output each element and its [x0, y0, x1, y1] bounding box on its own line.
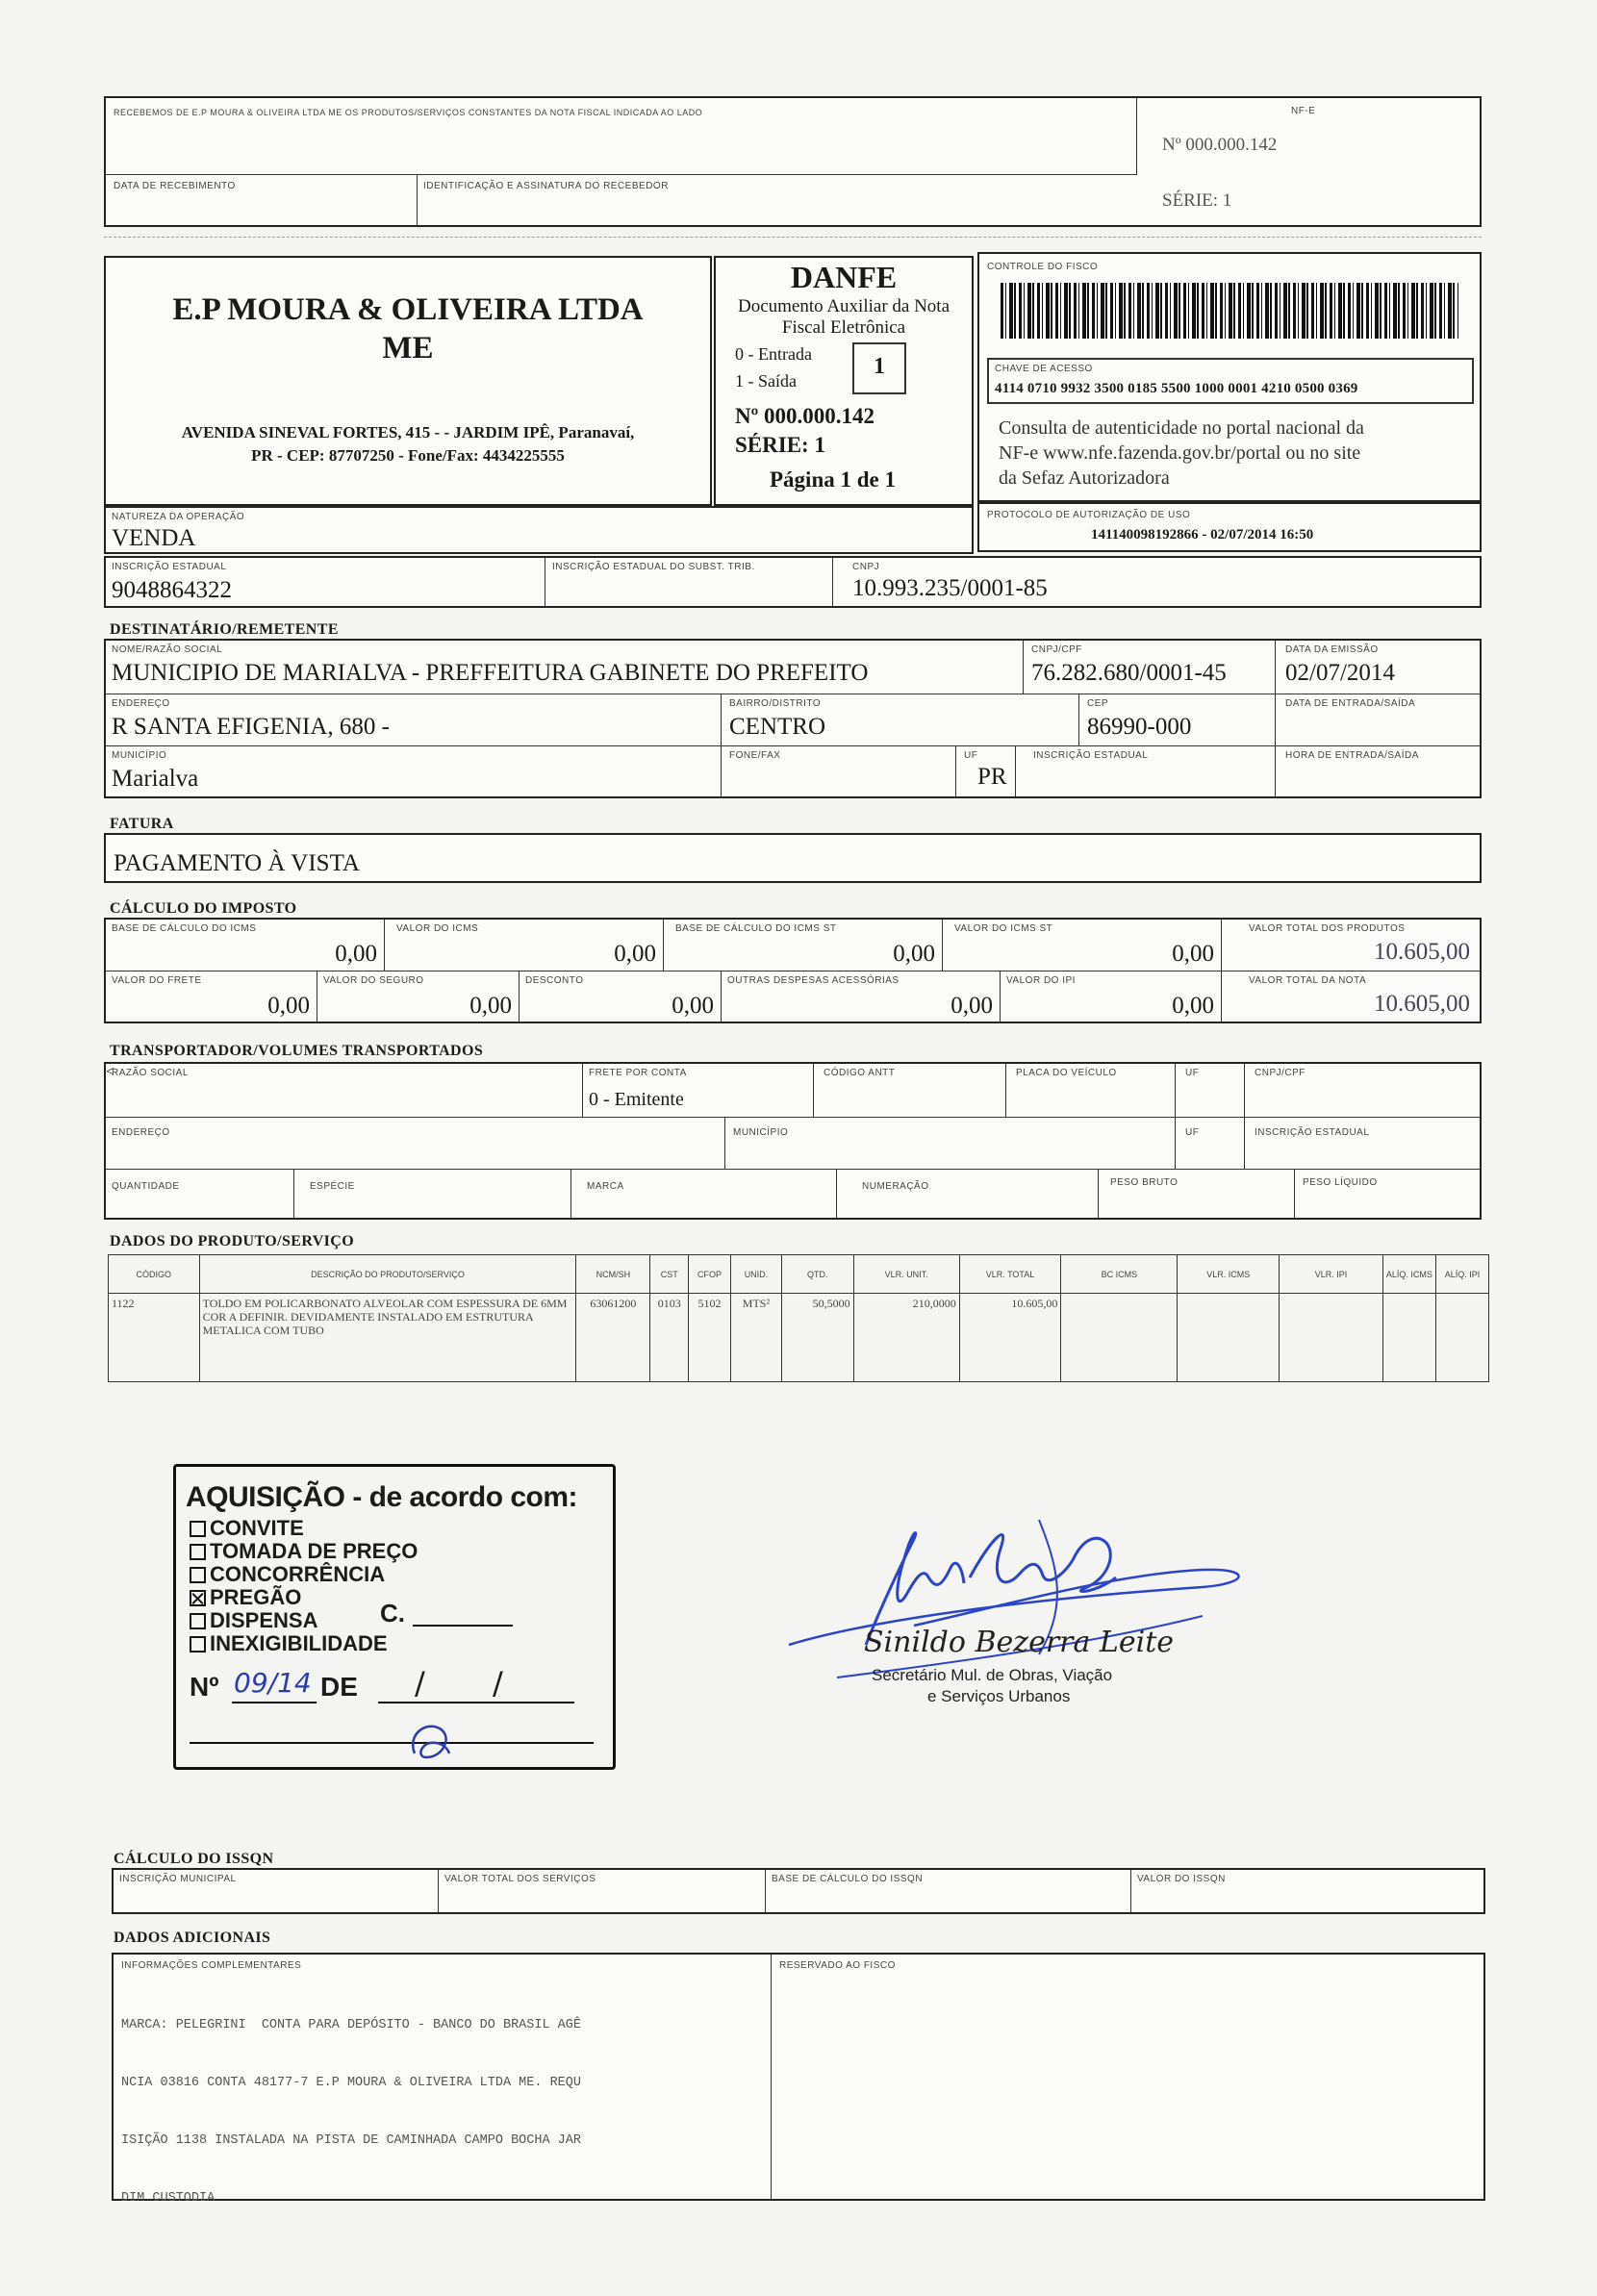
issuer-block	[104, 256, 712, 506]
payment-terms: PAGAMENTO À VISTA	[114, 850, 360, 876]
recipient-section-title: DESTINATÁRIO/REMETENTE	[110, 621, 339, 638]
signatory-name: Sinildo Bezerra Leite	[864, 1626, 1175, 1659]
cut-line	[104, 237, 1482, 238]
emission-date: 02/07/2014	[1285, 660, 1395, 686]
stamp-option-label: INEXIGIBILIDADE	[210, 1631, 388, 1655]
stamp-initials	[397, 1715, 465, 1767]
signatory-title-line1: Secretário Mul. de Obras, Viação	[872, 1666, 1113, 1684]
barcode	[1001, 283, 1458, 339]
danfe-subtitle2: Fiscal Eletrônica	[781, 317, 906, 338]
fiscal-control-block	[977, 252, 1482, 502]
receipt-series: SÉRIE: 1	[1162, 190, 1232, 211]
stamp-title: AQUISIÇÃO - de acordo com:	[186, 1481, 578, 1513]
stamp-number-prefix: Nº	[190, 1672, 219, 1702]
stamp-option	[190, 1563, 418, 1586]
danfe-page: Página 1 de 1	[770, 467, 896, 492]
checked-box-icon	[190, 1590, 206, 1606]
products-section-title: DADOS DO PRODUTO/SERVIÇO	[110, 1233, 355, 1249]
issuer-ids-row: INSCRIÇÃO ESTADUAL 9048864322 INSCRIÇÃO ESTADUAL DO SUBST. TRIB. CNPJ 10.993.235/0001-85	[104, 556, 1482, 608]
consult-line2: NF-e www.nfe.fazenda.gov.br/portal ou no site	[999, 442, 1361, 464]
receipt-number: Nº 000.000.142	[1162, 135, 1278, 155]
recipient-address: R SANTA EFIGENIA, 680 -	[112, 714, 390, 740]
issuer-address-line1: AVENIDA SINEVAL FORTES, 415 - - JARDIM IPÊ, Paranavaí,	[181, 423, 635, 442]
transport-block: RAZÃO SOCIAL FRETE POR CONTA 0 - Emitente CÓDIGO ANTT PLACA DO VEÍCULO UF CNPJ/CPF < ENDEREÇO MUNICÍPIO UF INSCRIÇÃO ESTADUAL QUANTIDADE ESPÉCIE MARCA NUMERAÇÃO PESO BRUTO PESO LÍQUIDO	[104, 1062, 1482, 1220]
stamp-option-label: PREGÃO	[210, 1585, 302, 1609]
freight-value: 0,00	[267, 993, 310, 1019]
control-label: CONTROLE DO FISCO	[987, 262, 1099, 272]
stamp-option-label: DISPENSA	[210, 1608, 318, 1632]
stamp-option	[190, 1540, 418, 1563]
issqn-section-title: CÁLCULO DO ISSQN	[114, 1851, 274, 1867]
stamp-option	[190, 1517, 418, 1540]
products-header-row: CÓDIGO DESCRIÇÃO DO PRODUTO/SERVIÇO NCM/SH CST CFOP UNID. QTD. VLR. UNIT. VLR. TOTAL BC ICMS VLR. ICMS VLR. IPI ALÍQ. ICMS ALÍQ. IPI	[109, 1255, 1489, 1294]
invoice-total: 10.605,00	[1374, 991, 1470, 1017]
danfe-series: SÉRIE: 1	[735, 433, 825, 457]
protocol-field: PROTOCOLO DE AUTORIZAÇÃO DE USO 141140098192866 - 02/07/2014 16:50	[977, 502, 1482, 552]
receipt-nfe-label: NF-E	[1291, 106, 1316, 116]
issuer-address-line2: PR - CEP: 87707250 - Fone/Fax: 4434225555	[251, 446, 565, 465]
products-table	[108, 1254, 1489, 1382]
acquisition-stamp	[173, 1464, 616, 1770]
danfe-title: DANFE	[790, 260, 898, 294]
stamp-de-label: DE	[320, 1672, 358, 1702]
table-row: 1122 TOLDO EM POLICARBONATO ALVEOLAR COM ESPESSURA DE 6MM COR A DEFINIR. DEVIDAMENTE INSTALADO EM ESTRUTURA METALICA COM TUBO 63061200 0103 5102 MTS² 50,5000 210,0000 10.605,00	[109, 1294, 1489, 1382]
issuer-ie: 9048864322	[112, 577, 232, 603]
checkbox-icon	[190, 1521, 206, 1537]
issuer-cnpj: 10.993.235/0001-85	[852, 575, 1048, 601]
danfe-subtitle1: Documento Auxiliar da Nota	[737, 296, 951, 316]
stamp-option	[190, 1632, 418, 1655]
issuer-name-line2: ME	[382, 331, 434, 366]
danfe-entrada: 0 - Entrada	[735, 344, 812, 364]
receipt-stub	[104, 96, 1482, 227]
insurance-value: 0,00	[469, 993, 512, 1019]
products-total: 10.605,00	[1374, 939, 1470, 965]
ipi-value: 0,00	[1172, 993, 1214, 1019]
checkbox-icon	[190, 1567, 206, 1583]
additional-block: INFORMAÇÕES COMPLEMENTARES MARCA: PELEGRINI CONTA PARA DEPÓSITO - BANCO DO BRASIL AGÊ NCIA 03816 CONTA 48177-7 E.P MOURA & OLIVEIRA LTDA ME. REQU ISIÇÃO 1138 INSTALADA NA PISTA DE CAMINHADA CAMPO BOCHA JAR DIM CUSTODIA RESERVADO AO FISCO	[112, 1953, 1485, 2201]
discount-value: 0,00	[672, 993, 714, 1019]
nature-value: VENDA	[112, 525, 196, 551]
recipient-district: CENTRO	[729, 714, 825, 740]
signatory-title-line2: e Serviços Urbanos	[927, 1687, 1071, 1705]
consult-line3: da Sefaz Autorizadora	[999, 467, 1170, 489]
checkbox-icon	[190, 1544, 206, 1560]
receipt-signature-label: IDENTIFICAÇÃO E ASSINATURA DO RECEBEDOR	[423, 181, 669, 191]
checkbox-icon	[190, 1613, 206, 1629]
consult-line1: Consulta de autenticidade no portal nacional da	[999, 417, 1364, 439]
nature-field: NATUREZA DA OPERAÇÃO VENDA	[104, 506, 974, 554]
stamp-option-label: CONCORRÊNCIA	[210, 1562, 386, 1586]
stamp-date-slashes: / /	[415, 1665, 532, 1702]
invoice-field	[104, 833, 1482, 883]
transport-section-title: TRANSPORTADOR/VOLUMES TRANSPORTADOS	[110, 1043, 484, 1059]
stamp-c-label: C.	[380, 1599, 405, 1627]
access-key: 4114 0710 9932 3500 0185 5500 1000 0001 4210 0500 0369	[995, 381, 1358, 396]
danfe-block	[714, 256, 974, 506]
danfe-type-value: 1	[874, 354, 885, 379]
receipt-declaration: RECEBEMOS DE E.P MOURA & OLIVEIRA LTDA ME OS PRODUTOS/SERVIÇOS CONSTANTES DA NOTA FISCAL INDICADA AO LADO	[114, 108, 703, 117]
signature-block	[750, 1501, 1270, 1731]
freight-mode: 0 - Emitente	[589, 1089, 684, 1110]
stamp-option-label: CONVITE	[210, 1516, 304, 1540]
recipient-name: MUNICIPIO DE MARIALVA - PREFFEITURA GABINETE DO PREFEITO	[112, 660, 869, 686]
additional-info: MARCA: PELEGRINI CONTA PARA DEPÓSITO - BANCO DO BRASIL AGÊ NCIA 03816 CONTA 48177-7 E.P MOURA & OLIVEIRA LTDA ME. REQU ISIÇÃO 1138 INSTALADA NA PISTA DE CAMINHADA CAMPO BOCHA JAR DIM CUSTODIA	[121, 2018, 581, 2206]
invoice-section-title: FATURA	[110, 816, 174, 832]
stamp-option-label: TOMADA DE PREÇO	[210, 1539, 418, 1563]
icms-value: 0,00	[614, 941, 656, 967]
stamp-number-handwritten: 09/14	[234, 1667, 312, 1699]
danfe-saida: 1 - Saída	[735, 371, 797, 391]
recipient-block: NOME/RAZÃO SOCIAL MUNICIPIO DE MARIALVA - PREFFEITURA GABINETE DO PREFEITO CNPJ/CPF 76.282.680/0001-45 DATA DA EMISSÃO 02/07/2014 ENDEREÇO R SANTA EFIGENIA, 680 - BAIRRO/DISTRITO CENTRO CEP 86990-000 DATA DE ENTRADA/SAÍDA MUNICÍPIO Marialva FONE/FAX UF PR INSCRIÇÃO ESTADUAL HORA DE ENTRADA/SAÍDA	[104, 639, 1482, 798]
handwritten-signature	[750, 1501, 1270, 1693]
tax-block: BASE DE CÁLCULO DO ICMS 0,00 VALOR DO ICMS 0,00 BASE DE CÁLCULO DO ICMS ST 0,00 VALOR DO ICMS ST 0,00 VALOR TOTAL DOS PRODUTOS 10.605,00 VALOR DO FRETE 0,00 VALOR DO SEGURO 0,00 DESCONTO 0,00 OUTRAS DESPESAS ACESSÓRIAS 0,00 VALOR DO IPI 0,00 VALOR TOTAL DA NOTA 10.605,00	[104, 918, 1482, 1023]
danfe-number: Nº 000.000.142	[735, 404, 875, 428]
access-key-label: CHAVE DE ACESSO	[995, 364, 1093, 374]
recipient-cep: 86990-000	[1087, 714, 1192, 740]
icms-base: 0,00	[335, 941, 377, 967]
protocol-value: 141140098192866 - 02/07/2014 16:50	[1091, 527, 1314, 542]
icms-st-base: 0,00	[893, 941, 935, 967]
receipt-date-label: DATA DE RECEBIMENTO	[114, 181, 236, 191]
issqn-block: INSCRIÇÃO MUNICIPAL VALOR TOTAL DOS SERVIÇOS BASE DE CÁLCULO DO ISSQN VALOR DO ISSQN	[112, 1868, 1485, 1914]
tax-section-title: CÁLCULO DO IMPOSTO	[110, 900, 297, 917]
recipient-cnpj: 76.282.680/0001-45	[1031, 660, 1227, 686]
recipient-city: Marialva	[112, 766, 199, 792]
checkbox-icon	[190, 1636, 206, 1653]
additional-section-title: DADOS ADICIONAIS	[114, 1930, 271, 1946]
other-expenses: 0,00	[951, 993, 993, 1019]
icms-st-value: 0,00	[1172, 941, 1214, 967]
recipient-uf: PR	[977, 764, 1007, 790]
issuer-name-line1: E.P MOURA & OLIVEIRA LTDA	[172, 292, 644, 327]
